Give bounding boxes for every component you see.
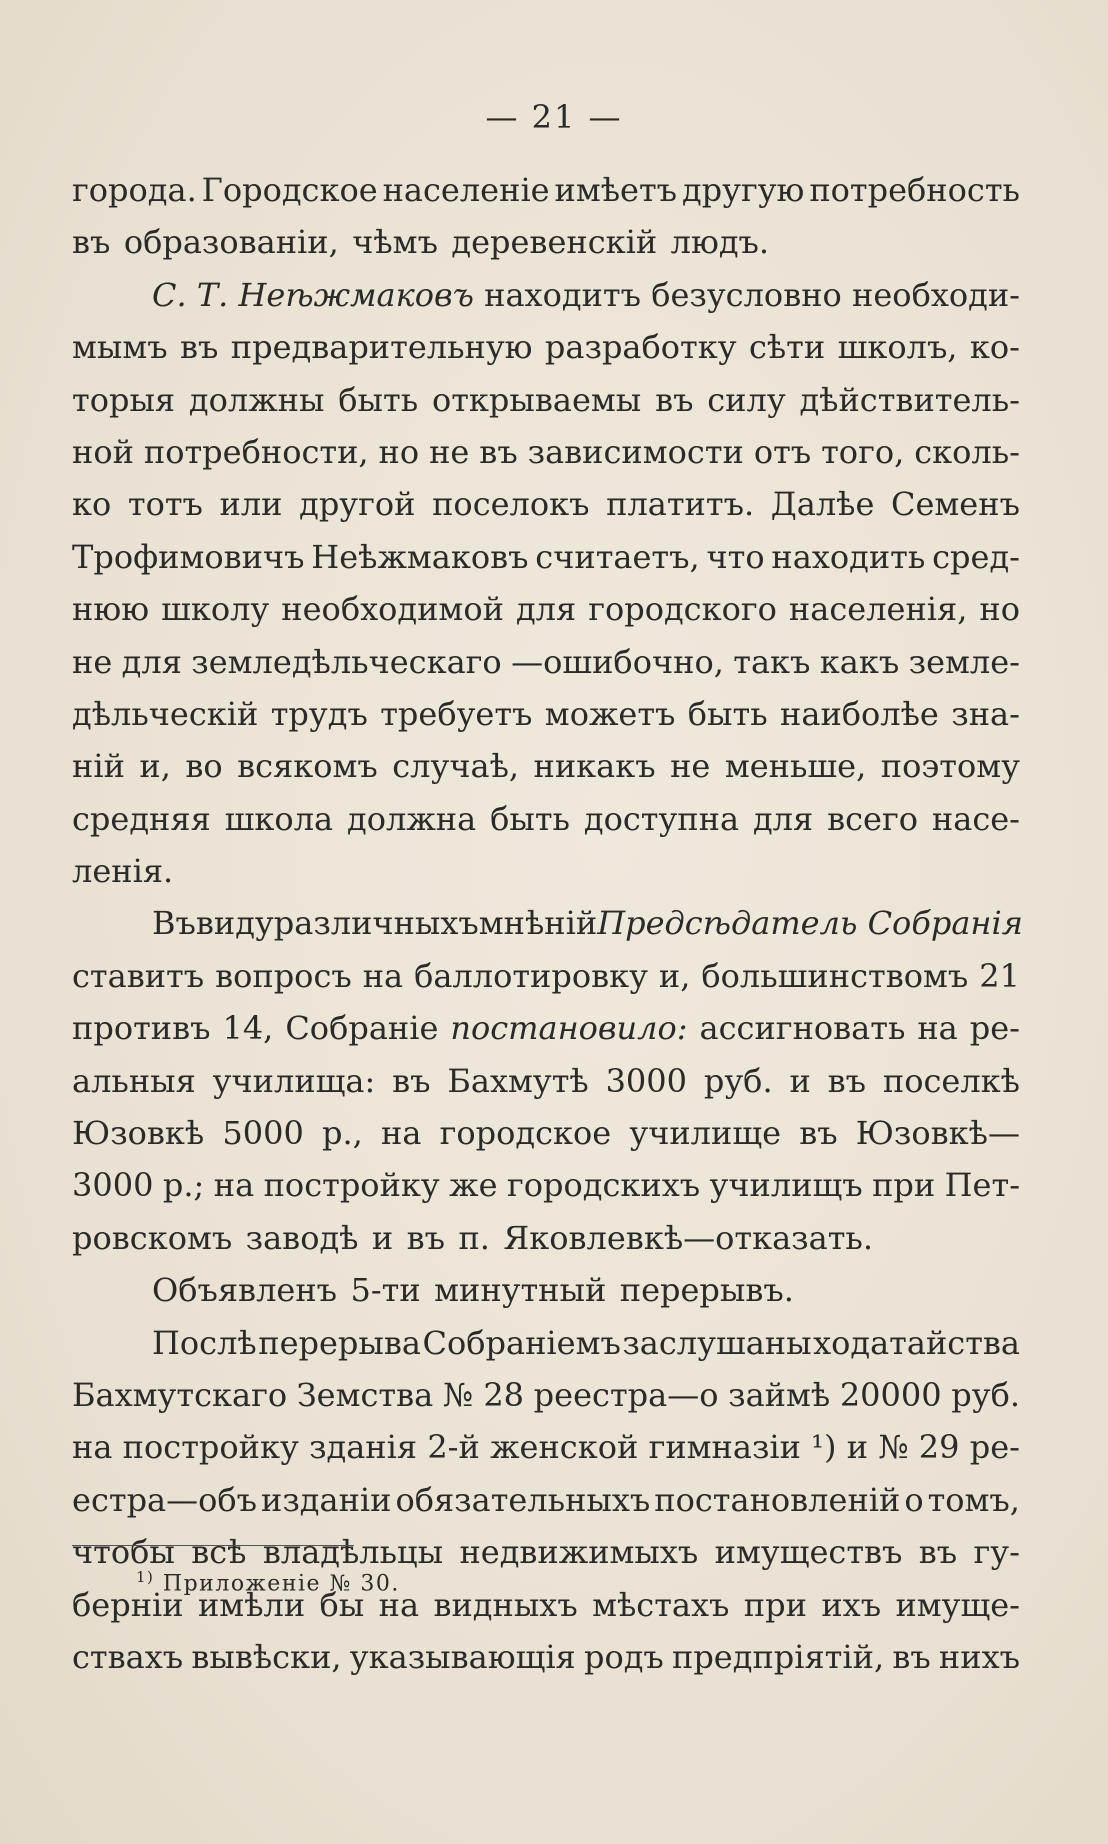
word: не: [72, 642, 113, 681]
text-line: [72, 1264, 1020, 1316]
word: вывѣски,: [191, 1637, 342, 1676]
word: берніи: [72, 1585, 184, 1624]
word: въ: [799, 1114, 838, 1153]
word: въ: [406, 1218, 446, 1257]
word: 21: [979, 956, 1020, 995]
word: въ: [655, 380, 694, 419]
word: при: [872, 1166, 936, 1205]
word: но: [979, 590, 1020, 629]
word: имѣетъ: [554, 171, 678, 209]
word: ихъ: [821, 1585, 882, 1624]
text-line: [72, 1474, 1020, 1526]
word: на: [378, 1585, 420, 1624]
footnote-divider: [72, 1545, 354, 1546]
word: можетъ: [544, 694, 676, 733]
word: Неѣжмаковъ: [311, 537, 529, 576]
word: вопросъ: [215, 956, 352, 995]
word: чѣмъ: [352, 223, 438, 262]
word: быть: [687, 694, 768, 733]
word: о: [904, 1480, 924, 1519]
word: п.: [458, 1218, 490, 1257]
word: мнѣній: [478, 904, 598, 943]
word: ставитъ: [72, 956, 205, 995]
text-line: [72, 321, 1020, 373]
word: средняя: [72, 799, 211, 838]
word: естра—объ: [72, 1480, 258, 1519]
word: Городское: [201, 171, 378, 209]
word: большинствомъ: [701, 956, 969, 995]
word: зданія: [309, 1428, 418, 1467]
word: 3000: [72, 1166, 154, 1205]
word: № 29: [878, 1428, 960, 1467]
word: отъ: [753, 432, 812, 471]
word: школа: [224, 799, 334, 838]
word: школъ,: [837, 328, 958, 367]
word: нюю: [72, 590, 150, 629]
italic-phrase: постановило:: [450, 1009, 688, 1048]
italic-phrase: С. Т. Неѣжмаковъ: [152, 275, 474, 314]
word: поэтому: [880, 747, 1020, 786]
word: насе-: [931, 799, 1020, 838]
word: школу: [161, 590, 270, 629]
text-line: [72, 1317, 1020, 1369]
text-line: [72, 531, 1020, 583]
word: же: [449, 1166, 498, 1205]
word: поселкѣ: [882, 1061, 1020, 1100]
word: Юзовкѣ: [72, 1114, 205, 1153]
word: что: [706, 537, 765, 576]
text-line: [72, 1002, 1020, 1054]
text-line: [72, 793, 1020, 845]
word: баллотировку: [414, 956, 648, 995]
word: и: [846, 1428, 869, 1467]
word: въ: [72, 223, 111, 262]
word: доступна: [583, 799, 740, 838]
word: того,: [821, 432, 905, 471]
word: имуществъ: [714, 1533, 903, 1572]
word: всего: [827, 799, 918, 838]
footnote-marker: 1): [136, 1568, 155, 1586]
word: образованіи,: [123, 223, 339, 262]
word: имуще-: [895, 1585, 1020, 1624]
word: городскихъ: [506, 1166, 701, 1205]
word: Послѣ: [152, 1323, 257, 1362]
word: Собраніе: [285, 1009, 439, 1048]
word: 14,: [222, 1009, 274, 1048]
word: никакъ: [533, 747, 656, 786]
word: дѣльческій: [72, 694, 259, 733]
text-line: [72, 216, 1020, 268]
word: поселокъ: [432, 485, 590, 524]
word: зна-: [951, 694, 1020, 733]
word: заводѣ: [245, 1218, 359, 1257]
word: владѣльцы: [262, 1533, 444, 1572]
text-line: [72, 426, 1020, 478]
word: населеніе: [382, 171, 550, 209]
word: бы: [319, 1585, 365, 1624]
word: деревенскій: [451, 223, 658, 262]
word: въ: [180, 328, 219, 367]
word: и,: [658, 956, 691, 995]
word: и: [789, 1061, 811, 1100]
word: перерывъ.: [619, 1271, 794, 1310]
word: Пет-: [944, 1166, 1020, 1205]
text-line: [72, 740, 1020, 792]
word: на: [213, 1166, 255, 1205]
word: ной: [72, 432, 134, 471]
word: училищъ: [709, 1166, 863, 1205]
word: необходимой: [281, 590, 504, 629]
word: видныхъ: [433, 1585, 578, 1624]
word: городское: [439, 1114, 612, 1153]
body-text: [72, 164, 1023, 1683]
word: населенія,: [788, 590, 968, 629]
word: Семенъ: [890, 485, 1020, 524]
word: въ: [479, 432, 518, 471]
word: № 28: [442, 1375, 525, 1414]
word: земледѣльческаго: [191, 642, 502, 681]
word: и: [371, 1218, 394, 1257]
text-line: [72, 1631, 1020, 1683]
text-line: [72, 269, 1020, 321]
word: ній: [72, 747, 125, 786]
word: сколь-: [914, 432, 1020, 471]
word: реестра—о: [533, 1375, 719, 1414]
word: Яковлевкѣ—отказать.: [503, 1218, 873, 1257]
word: какъ: [819, 642, 900, 681]
word: въ: [918, 1533, 958, 1572]
word: альныя: [72, 1061, 196, 1100]
text-line: [72, 1159, 1020, 1211]
word: недвижимыхъ: [459, 1533, 699, 1572]
word: 20000: [839, 1375, 942, 1414]
word: въ: [892, 1637, 931, 1676]
word: Трофимовичъ: [72, 537, 305, 576]
text-line: [72, 374, 1020, 426]
word: Далѣе: [770, 485, 875, 524]
word: земле-: [908, 642, 1020, 681]
word: меньше,: [724, 747, 867, 786]
word: на: [72, 1428, 113, 1467]
word: не: [429, 432, 470, 471]
word: зависимости: [527, 432, 744, 471]
word: случаѣ,: [392, 747, 520, 786]
word: открываемы: [431, 380, 642, 419]
word: указывающія: [349, 1637, 576, 1676]
word: находитъ: [484, 275, 641, 314]
word: ленія.: [72, 852, 174, 891]
word: заслушаны: [622, 1323, 812, 1362]
text-line: [72, 1107, 1020, 1159]
word: для: [121, 642, 182, 681]
word: Бахмутскаго: [72, 1375, 288, 1414]
text-line: [72, 636, 1020, 688]
word: торыя: [72, 380, 176, 419]
word: на: [362, 956, 404, 995]
text-line: [72, 1369, 1020, 1421]
italic-phrase: Предсѣдатель Собранія: [597, 904, 1023, 943]
word: томъ,: [927, 1480, 1020, 1519]
word: нихъ: [938, 1637, 1020, 1676]
word: Объявленъ: [152, 1271, 338, 1310]
word: платитъ.: [606, 485, 755, 524]
word: предварительную: [230, 328, 533, 367]
word: гимназіи ¹): [648, 1428, 837, 1467]
word: минутный: [434, 1271, 607, 1310]
text-line: [72, 164, 1020, 216]
word: всѣ: [191, 1533, 247, 1572]
text-line: [72, 1055, 1020, 1107]
text-line: [72, 688, 1020, 740]
word: должна: [347, 799, 477, 838]
word: другую: [681, 171, 805, 209]
word: изданіи: [261, 1480, 392, 1519]
word: обязательныхъ: [395, 1480, 651, 1519]
text-line: [72, 845, 1020, 897]
word: ко: [72, 485, 112, 524]
word: ассигновать: [699, 1009, 906, 1048]
page-number: — 21 —: [485, 98, 623, 136]
word: и,: [139, 747, 171, 786]
word: трудъ: [270, 694, 368, 733]
word: виду: [195, 904, 274, 943]
text-line: [72, 897, 1023, 949]
word: ровскомъ: [72, 1218, 233, 1257]
word: перерыва: [258, 1323, 421, 1362]
word: мымъ: [72, 328, 168, 367]
word: 3000: [605, 1061, 687, 1100]
word: 5-ти: [350, 1271, 421, 1310]
text-line: [72, 583, 1020, 635]
word: быть: [490, 799, 570, 838]
word: городского: [588, 590, 777, 629]
word: безусловно: [651, 275, 842, 314]
word: считаетъ,: [535, 537, 700, 576]
word: всякомъ: [237, 747, 378, 786]
word: ре-: [969, 1009, 1020, 1048]
word: различныхъ: [273, 904, 479, 943]
word: постройку: [122, 1428, 299, 1467]
word: ко-: [969, 328, 1020, 367]
word: училища:: [212, 1061, 376, 1100]
word: женской: [490, 1428, 639, 1467]
word: руб.: [703, 1061, 773, 1100]
word: займѣ: [728, 1375, 831, 1414]
word: дѣйствитель-: [799, 380, 1020, 419]
word: —ошибочно,: [511, 642, 724, 681]
word: находить: [771, 537, 926, 576]
word: разработку: [544, 328, 737, 367]
word: Земства: [296, 1375, 434, 1414]
word: на: [381, 1114, 422, 1153]
word: Въ: [152, 904, 196, 943]
word: быть: [338, 380, 419, 419]
footnote-text: Приложеніе № 30.: [162, 1571, 400, 1597]
word: сред-: [932, 537, 1020, 576]
word: чтобы: [72, 1533, 175, 1572]
word: требуетъ: [380, 694, 533, 733]
word: потребность: [809, 171, 1020, 209]
text-line: [72, 478, 1020, 530]
word: училище: [629, 1114, 782, 1153]
word: въ: [827, 1061, 867, 1100]
word: должны: [188, 380, 325, 419]
word: 5000: [222, 1114, 304, 1153]
word: не: [670, 747, 711, 786]
word: для: [752, 799, 814, 838]
word: на: [917, 1009, 958, 1048]
word: другой: [299, 485, 416, 524]
word: но: [378, 432, 420, 471]
word: необходи-: [852, 275, 1020, 314]
word: силу: [707, 380, 786, 419]
text-line: [72, 1212, 1020, 1264]
word: родъ: [583, 1637, 664, 1676]
word: людъ.: [670, 223, 770, 262]
word: во: [185, 747, 223, 786]
word: для: [515, 590, 577, 629]
word: Юзовкѣ—: [855, 1114, 1020, 1153]
word: постановленій: [654, 1480, 901, 1519]
word: при: [743, 1585, 807, 1624]
word: имѣли: [197, 1585, 306, 1624]
word: наиболѣе: [780, 694, 939, 733]
word: предпріятій,: [671, 1637, 885, 1676]
word: потребности,: [143, 432, 369, 471]
word: мѣстахъ: [592, 1585, 730, 1624]
word: тотъ: [127, 485, 203, 524]
word: ствахъ: [72, 1637, 184, 1676]
word: или: [219, 485, 283, 524]
word: противъ: [72, 1009, 211, 1048]
text-line: [72, 1421, 1020, 1473]
footnote: [136, 1568, 400, 1596]
word: ходатайства: [813, 1323, 1020, 1362]
word: города.: [72, 171, 197, 209]
word: ре-: [969, 1428, 1020, 1467]
word: Собраніемъ: [422, 1323, 621, 1362]
word: гу-: [973, 1533, 1020, 1572]
word: р.;: [162, 1166, 205, 1205]
word: Бахмутѣ: [447, 1061, 589, 1100]
word: сѣти: [748, 328, 826, 367]
word: 2-й: [427, 1428, 480, 1467]
word: р.,: [322, 1114, 363, 1153]
word: въ: [392, 1061, 431, 1100]
word: такъ: [733, 642, 811, 681]
word: руб.: [951, 1375, 1020, 1414]
text-line: [72, 950, 1020, 1002]
word: постройку: [263, 1166, 440, 1205]
